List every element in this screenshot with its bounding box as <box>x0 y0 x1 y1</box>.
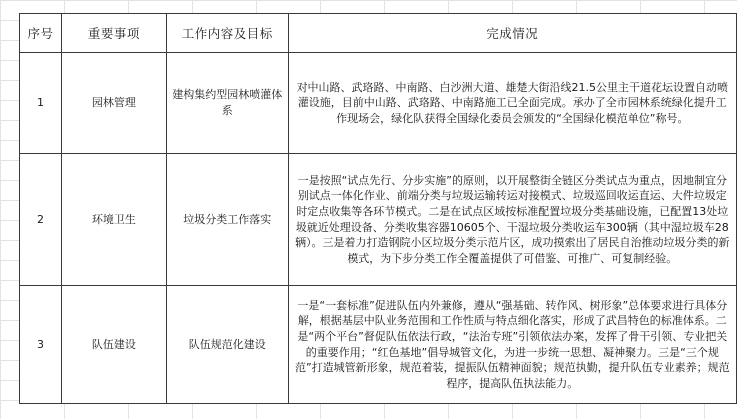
cell-content[interactable] <box>166 286 288 404</box>
work-summary-table <box>19 13 737 404</box>
table-row <box>20 286 737 404</box>
cell-result-text: 一是按照“试点先行、分步实施”的原则，以开展整街全链区分类试点为重点，因地制宜分别试点一体化作业、前端分类与垃圾运输转运对接模式、垃圾巡回收运直运、大件垃圾定时定点收集等各环节模式。二是在试点区域按标准配置垃圾分类基础设施，已配置13处垃圾就近处理设备、分类收集容器10605个、干湿垃圾分类收运车300辆（其中湿垃圾车28辆）。三是着力打造钢院小区垃圾分类示范片区，成功摸索出了居民自治推动垃圾分类的新模式，为下步分类工作全覆盖提供了可借鉴、可推广、可复制经验。 <box>295 173 730 265</box>
cell-content-text: 垃圾分类工作落实 <box>183 212 272 226</box>
table-row <box>20 154 737 286</box>
cell-result[interactable] <box>288 286 736 404</box>
table-header-row <box>20 14 737 53</box>
cell-result[interactable] <box>288 154 736 286</box>
header-content[interactable]: 工作内容及目标 <box>166 14 288 53</box>
cell-content-text: 建构集约型园林喷灌体系 <box>172 88 283 117</box>
cell-content[interactable] <box>166 154 288 286</box>
cell-result-text: 一是“一套标准”促进队伍内外兼修，遵从“强基础、转作风、树形象”总体要求进行具体分解，根据基层中队业务范围和工作性质与特点细化落实，形成了武昌特色的标准体系。二是“两个平台”督促队伍依法行政，“法治专班”引领依法办案，发挥了骨干引领、专业把关的重要作用；“红色基地”倡导城管文化，为进一步统一思想、凝神聚力。三是“三个规范”打造城管新形象，规范着装，提振队伍精神面貌；规范执勤，提升队伍专业素养；规范程序，提高队伍执法能力。 <box>294 298 730 390</box>
header-result[interactable]: 完成情况 <box>288 14 736 53</box>
cell-index[interactable]: 1 <box>20 53 62 154</box>
table-row <box>20 53 737 154</box>
cell-index[interactable]: 3 <box>20 286 62 404</box>
cell-content[interactable] <box>166 53 288 154</box>
cell-item[interactable]: 环境卫生 <box>61 154 166 286</box>
cell-index[interactable]: 2 <box>20 154 62 286</box>
cell-result-text: 对中山路、武珞路、中南路、白沙洲大道、雄楚大街沿线21.5公里主干道花坛设置自动喷灌设施，目前中山路、武珞路、中南路施工已全面完成。承办了全市园林系统绿化提升工作现场会，绿化队获得全国绿化委员会颁发的“全国绿化模范单位”称号。 <box>296 80 729 125</box>
header-item[interactable]: 重要事项 <box>61 14 166 53</box>
header-index[interactable]: 序号 <box>20 14 62 53</box>
cell-item[interactable]: 园林管理 <box>61 53 166 154</box>
cell-result[interactable] <box>288 53 736 154</box>
cell-content-text: 队伍规范化建设 <box>188 337 266 351</box>
cell-item[interactable]: 队伍建设 <box>61 286 166 404</box>
